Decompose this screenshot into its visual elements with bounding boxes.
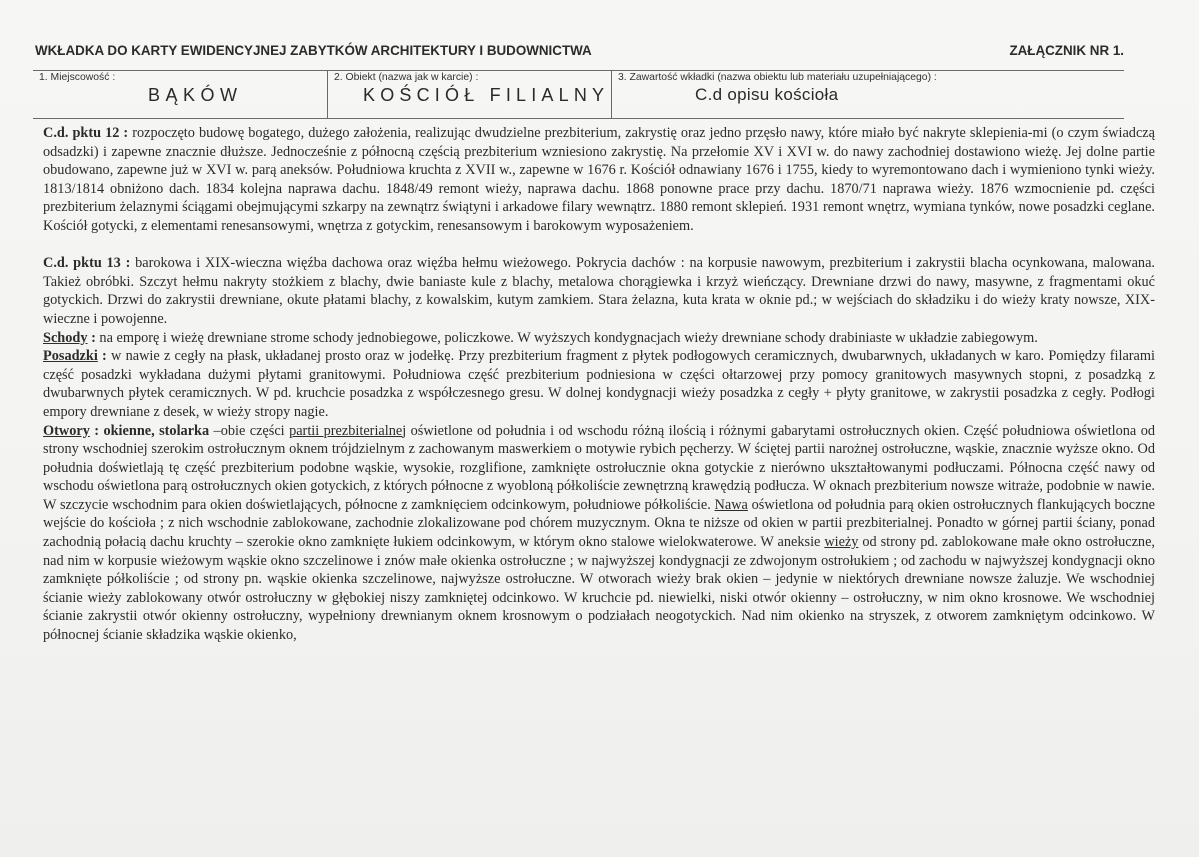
underlined-term-presbytery: partii prezbiterialnej xyxy=(289,422,407,439)
section-point-13 xyxy=(43,254,1155,328)
section-text: –obie części xyxy=(209,422,290,439)
section-point-12 xyxy=(43,124,1155,236)
section-floors xyxy=(43,347,1155,421)
section-text: barokowa i XIX-wieczna więźba dachowa oraz więźba hełmu wieżowego. Pokrycia dachów : na korpusie nawowym, prezbiterium i zakrystii blacha ocynkowana, malowana. Takież obróbki. Szczyt hełmu nakryty stożkiem z blachy, dwie baniaste kule z blachy, metalowa chorągiewka i krzyż wieńczący. Drewniane drzwi do nawy, masywne, z fragmentami okuć gotyckich. Drzwi do zakrystii drewniane, okute płatami blachy, z kowalskim, kutym zamkiem. Stara żelazna, kuta krata w oknie pd.; w wejściach do składziku i do wieży kraty nowsze, XIX-wieczne i powojenne. xyxy=(43,255,1155,327)
section-text: od strony pd. zablokowane małe okno ostrołuczne, nad nim w korpusie wieżowym wąskie okno szczelinowe i znów małe okienka ostrołuczne ; w najwyższej kondygnacji ze zdwojonym ostrołukiem ; od zachodu w najwyższej kondygnacji okno zamknięte półkoliście ; od strony pn. wąskie okienka szczelinowe, najwyższe ostrołuczne. W otworach wieży brak okien – jedynie w niektórych drewniane nowsze żaluzje. We wschodniej ścianie wieży zablokowany otwór ostrołuczny w głębokiej niszy zamkniętej odcinkowo. W kruchcie pd. niewielki, niski otwór okienny – ostrołuczny, w nim okno krosnowe. We wschodniej ścianie zakrystii otwór okienny ostrołuczny, wypełniony drewnianym oknem krosnowym o podziałach neogotyckich. Nad nim okienko na stryszek, z otworem zamkniętym odcinkowo. W północnej ścianie składzika wąskie okienko, xyxy=(43,534,1155,644)
section-heading: Posadzki xyxy=(43,348,98,365)
section-openings xyxy=(43,422,1155,645)
locality-cell xyxy=(33,71,327,118)
underlined-term-nave: Nawa xyxy=(714,496,748,513)
section-text: rozpoczęto budowę bogatego, dużego założenia, realizując dwudzielne prezbiterium, zakrystię oraz jedno przęsło nawy, które miało być nakryte sklepienia-mi (o czym świadczą odsadzki) i zapewne znacznie dłuższe. Jednocześnie z północną częścią prezbiterium wzniesiono zakrystię. Na przełomie XV i XVI w. do nawy zachodniej dostawiono wieżę. Jej dolne partie obudowano, zapewne już w XVI w. parą aneksów. Południowa kruchta z XVII w., zapewne w 1676 r. Kościół odnawiany 1676 i 1755, kiedy to wyremontowano dach i wymieniono tynki wieży. 1813/1814 obniżono dach. 1834 kolejna naprawa dachu. 1848/49 remont wieży, naprawa dachu. 1868 ponowne prace przy dachu. 1870/71 naprawa wieży. 1876 wzmocnienie pd. części prezbiterium żelaznymi ściągami obejmującymi szkarpy na zewnątrz świątyni i arkadowe filary wewnątrz. 1880 remont sklepień. 1931 remont wnętrz, wymiana tynków, nowe posadzki ceglane. Kościół gotycki, z elementami renesansowymi, wnętrza z gotyckim, renesansowym i barokowym wyposażeniem. xyxy=(43,125,1155,234)
content-cell xyxy=(611,71,1125,118)
section-text: na emporę i wieżę drewniane strome schody jednobiegowe, policzkowe. W wyższych kondygnacjach wieży drewniane schody drabiniaste w układzie zabiegowym. xyxy=(95,329,1038,346)
section-heading: Schody xyxy=(43,329,88,346)
document-body xyxy=(43,124,1155,645)
content-label: 3. Zawartość wkładki (nazwa obiektu lub materiału uzupełniającego) : xyxy=(618,72,937,83)
locality-label: 1. Miejscowość : xyxy=(39,72,116,83)
object-value: KOŚCIÓŁ FILIALNY xyxy=(363,85,610,105)
object-cell xyxy=(327,71,612,118)
section-lead: C.d. pktu 13 : xyxy=(43,255,131,272)
annex-number: ZAŁĄCZNIK NR 1. xyxy=(1009,43,1124,58)
section-stairs xyxy=(43,329,1155,348)
section-text: oświetlona od południa parą okien ostrołucznych flankujących boczne wejście do kościoła ; z nich wschodnie zablokowane, zachodnie zlokalizowane pod chórem muzycznym. Okna te niższe od okien w partii prezbiterialnej. Ponadto w górnej partii ściany, ponad zachodnią połacią dachu kruchty – szerokie okno zamknięte łukiem odcinkowym, w którym okno stalowe wielokwaterowe. W aneksie xyxy=(43,496,1155,551)
section-heading: Otwory xyxy=(43,422,90,439)
section-separator: : xyxy=(87,329,96,346)
section-text: oświetlone od południa i od wschodu różną ilością i różnymi gabarytami ostrołucznych okien. Część południowa oświetlona od strony wschodniej szerokim ostrołucznym oknem trójdzielnym z zachowanym maswerkiem o motywie rybich pęcherzy. W ściętej partii narożnej ostrołuczne, wąskie, znacznie wyższe okno. Od południa doświetlają tę część prezbiterium podobne wąskie, wysokie, rozglifione, zamknięte ostrołucznie okna gotyckie z nierówno ukształtowanymi podłuczami. Północna część nawy od wschodu oświetlona parą ostrołucznych okien gotyckich, z których północne z wyobloną półkoliście zewnętrzną krawędzią podłucza. W oknach prezbiterium nowsze witraże, podobnie w nawie. W szczycie wschodnim para okien doświetlających, północne z zamknięciem odcinkowym, południowe półkoliście. xyxy=(43,422,1155,513)
section-lead: C.d. pktu 12 : xyxy=(43,125,129,141)
metadata-table xyxy=(33,70,1124,119)
locality-value: BĄKÓW xyxy=(148,85,243,105)
section-subheading: : okienne, stolarka xyxy=(89,422,210,439)
underlined-term-tower: wieży xyxy=(824,534,859,551)
object-label: 2. Obiekt (nazwa jak w karcie) : xyxy=(334,72,479,83)
section-separator: : xyxy=(97,348,107,365)
form-title: WKŁADKA DO KARTY EWIDENCYJNEJ ZABYTKÓW ARCHITEKTURY I BUDOWNICTWA xyxy=(35,43,592,58)
section-text: w nawie z cegły na płask, układanej prosto oraz w jodełkę. Przy prezbiterium fragment z płytek podłogowych ceramicznych, dwubarwnych, układanych w karo. Pomiędzy filarami część posadzki wykładana dużymi płytami granitowymi. Południowa część prezbiterium podniesiona w części ołtarzowej przy pomocy granitowych masywnych stopni, z posadzką z dwubarwnych płytek ceramicznych. W pd. kruchcie posadzka z współczesnego gresu. W dolnej kondygnacji wieży posadzka z cegły + płyty granitowe, w zakrystii posadzka z cegły. Podłogi empory drewniane z desek, w wieży stropy nagie. xyxy=(43,348,1155,420)
content-value: C.d opisu kościoła xyxy=(695,85,839,104)
